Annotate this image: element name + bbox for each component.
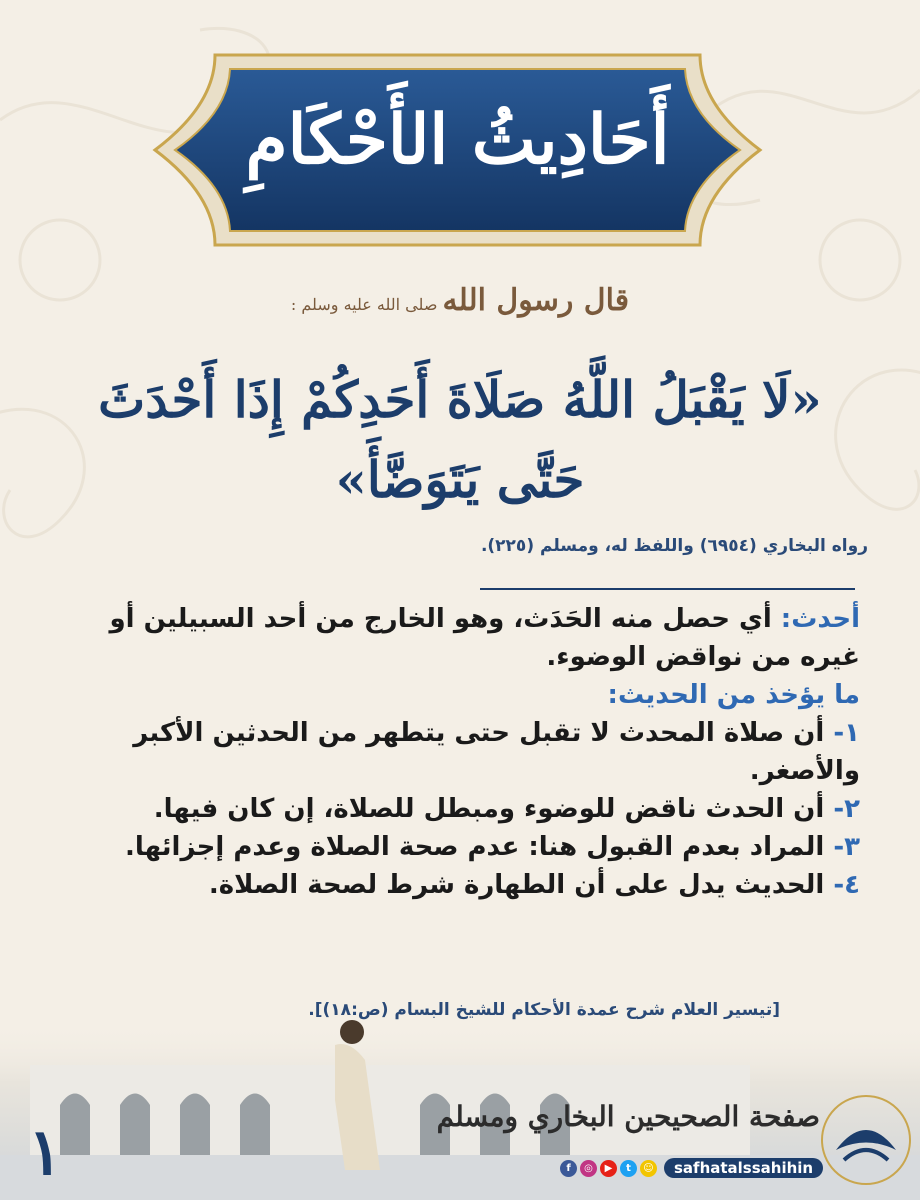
lessons-heading: ما يؤخذ من الحديث:	[607, 680, 860, 710]
brand-name: صفحة الصحيحين البخاري ومسلم	[436, 1100, 820, 1133]
term-definition: أي حصل منه الحَدَث، وهو الخارج من أحد السبيلين أو غيره من نواقض الوضوء.	[109, 604, 860, 672]
logo	[816, 1090, 916, 1190]
intro-said: قال رسول الله	[442, 283, 630, 318]
term-explanation	[70, 600, 860, 676]
lesson-item	[70, 866, 860, 904]
twitter-icon[interactable]: t	[620, 1160, 637, 1177]
page-number: ١	[28, 1115, 63, 1190]
divider	[480, 588, 855, 590]
hadith-source: رواه البخاري (٦٩٥٤) واللفظ له، ومسلم (٢٢٥).	[480, 536, 868, 556]
lesson-text: أن صلاة المحدث لا تقبل حتى يتطهر من الحدثين الأكبر والأصغر.	[133, 718, 860, 786]
social-handle[interactable]: safhatalssahihin	[664, 1158, 823, 1178]
hadith-intro	[0, 283, 920, 318]
term-label: أحدث:	[780, 604, 860, 634]
lesson-item	[70, 828, 860, 866]
youtube-icon[interactable]: ▶	[600, 1160, 617, 1177]
facebook-icon[interactable]: f	[560, 1160, 577, 1177]
banner-title: أَحَادِيثُ الأَحْكَامِ	[245, 100, 670, 180]
lesson-number: ٣-	[833, 832, 860, 862]
lesson-number: ٢-	[833, 794, 860, 824]
hadith-text	[90, 360, 830, 520]
snapchat-icon[interactable]: ☺	[640, 1160, 657, 1177]
hadith-line-1: «لَا يَقْبَلُ اللَّهُ صَلَاةَ أَحَدِكُمْ إِذَا أَحْدَثَ	[98, 370, 822, 429]
lesson-text: أن الحدث ناقض للوضوء ومبطل للصلاة، إن كان فيها.	[153, 794, 825, 824]
book-reference: [تيسير العلام شرح عمدة الأحكام للشيخ البسام (ص:١٨)].	[308, 1000, 780, 1020]
lesson-item	[70, 714, 860, 790]
lesson-number: ٤-	[833, 870, 860, 900]
instagram-icon[interactable]: ◎	[580, 1160, 597, 1177]
lesson-text: الحديث يدل على أن الطهارة شرط لصحة الصلاة.	[208, 870, 825, 900]
social-bar	[560, 1158, 823, 1178]
explanation-section	[70, 600, 860, 904]
hadith-line-2: حَتَّى يَتَوَضَّأَ»	[335, 450, 585, 509]
intro-salutation: صلى الله عليه وسلم :	[290, 295, 438, 314]
lesson-text: المراد بعدم القبول هنا: عدم صحة الصلاة وعدم إجزائها.	[124, 832, 825, 862]
lesson-number: ١-	[833, 718, 860, 748]
lesson-item	[70, 790, 860, 828]
